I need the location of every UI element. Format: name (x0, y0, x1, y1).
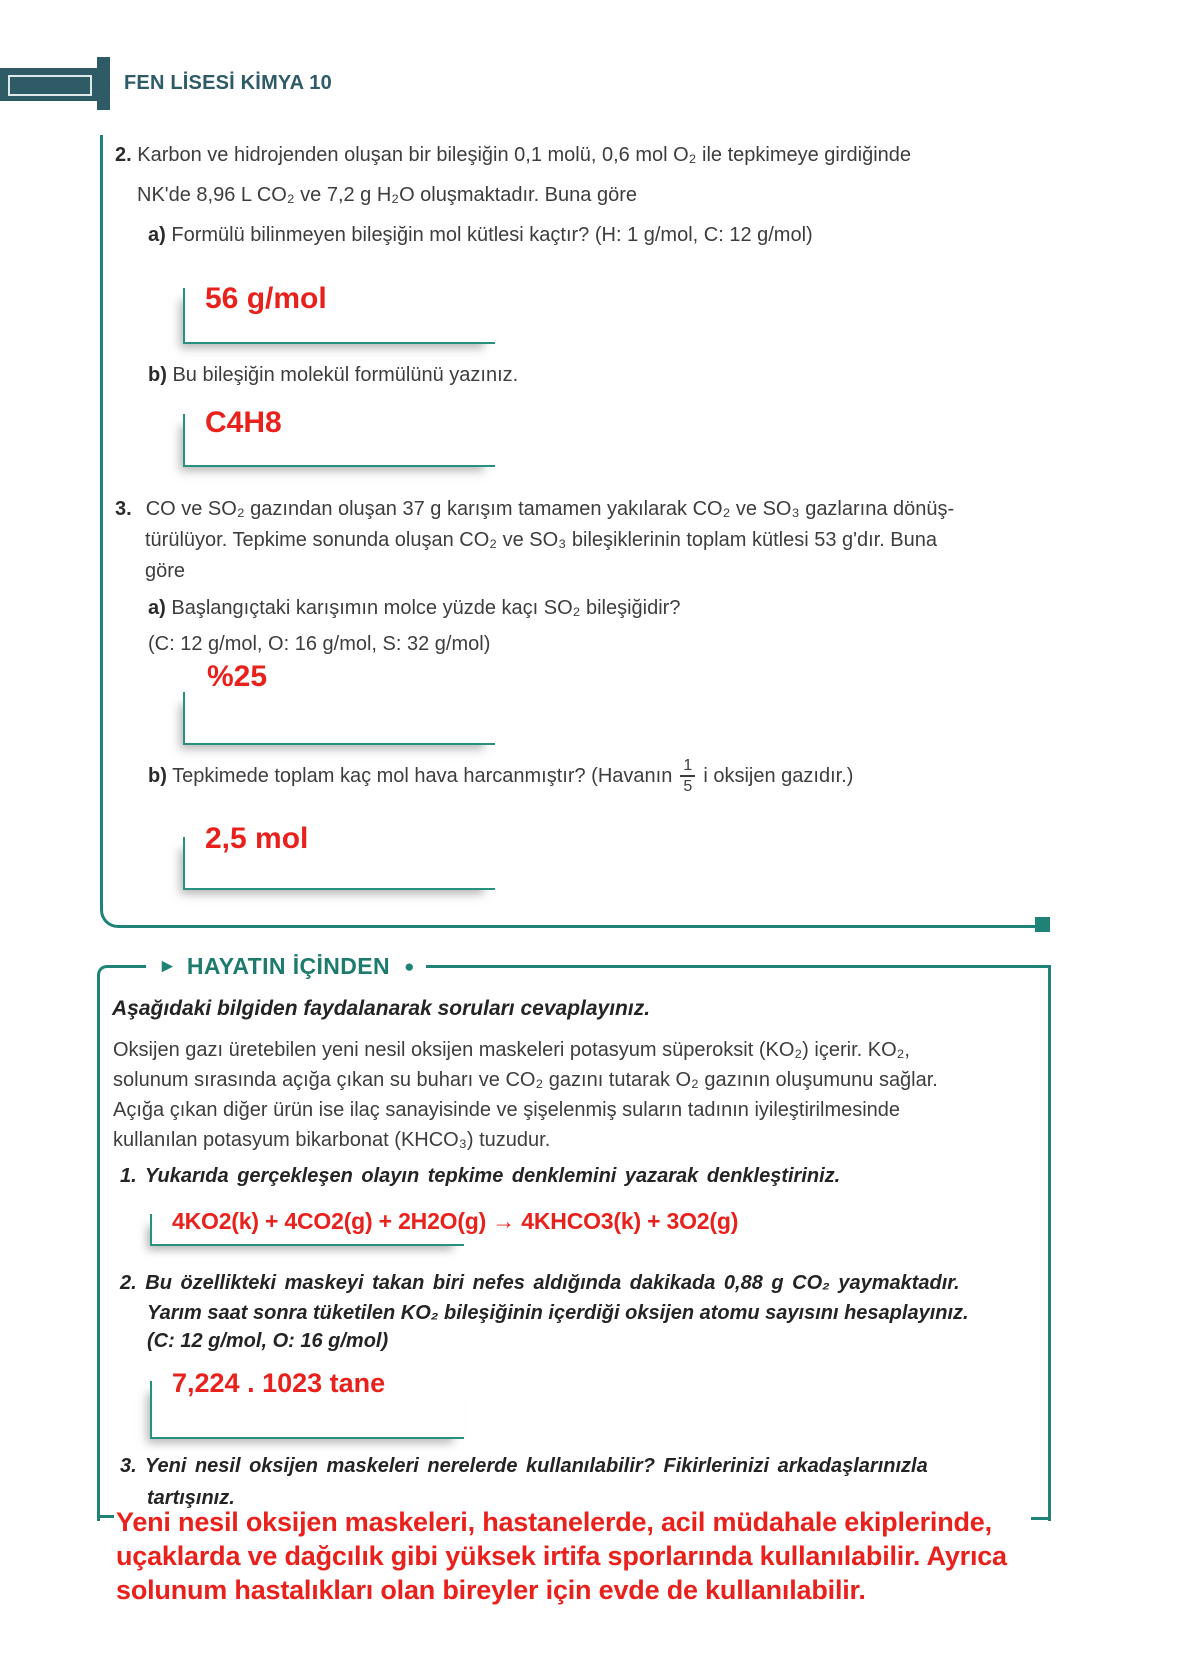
question-2a-label: a) (148, 224, 166, 246)
arrow-right-icon: ► (158, 955, 177, 977)
question-3a-note: (C: 12 g/mol, O: 16 g/mol, S: 32 g/mol) (148, 633, 491, 655)
answer-box-3a (183, 692, 495, 745)
answer-3b: 2,5 mol (205, 822, 309, 855)
answer-2b: C4H8 (205, 406, 282, 439)
hayatin-q3-line-1: 3. Yeni nesil oksijen maskeleri nerelerde kullanılabilir? Fikirlerinizi arkadaşlarınızla (120, 1455, 928, 1477)
hayatin-q3-line-2: tartışınız. (147, 1487, 235, 1509)
question-3b-text-after: i oksijen gazıdır.) (703, 765, 854, 787)
fraction-denominator: 5 (683, 778, 693, 795)
question-2b: b) Bu bileşiğin molekül formülünü yazınız. (148, 364, 519, 386)
hayatin-q1: 1. Yukarıda gerçekleşen olayın tepkime denklemini yazarak denkleştiriniz. (120, 1165, 841, 1187)
question-3b-label: b) (148, 765, 167, 787)
question-2b-label: b) (148, 364, 167, 386)
question-3-line-1: 3. CO ve SO₂ gazından oluşan 37 g karışım tamamen yakılarak CO₂ ve SO₃ gazlarına dönüş- (115, 498, 955, 520)
logo-vertical-bar (97, 57, 110, 110)
answer-box-3b (183, 837, 495, 890)
hayatin-answer-box-1 (150, 1214, 464, 1246)
question-3b-text: b) Tepkimede toplam kaç mol hava harcanmıştır? (Havanın (148, 765, 673, 787)
logo-inner-rect (8, 75, 92, 96)
answer-3a: %25 (207, 660, 268, 693)
hayatin-header (146, 948, 426, 984)
hayatin-title: HAYATIN İÇİNDEN (186, 952, 391, 979)
hayatin-box-foot-left (97, 1515, 114, 1518)
hayatin-paragraph-line-1: Oksijen gazı üretebilen yeni nesil oksijen maskeleri potasyum süperoksit (KO₂) içerir. KO₂, (113, 1039, 910, 1061)
hayatin-answer-3-line-3: solunum hastalıkları olan bireyler için evde de kullanılabilir. (116, 1575, 866, 1605)
hayatin-q2-line-1: 2. Bu özellikteki maskeyi takan biri nefes aldığında dakikada 0,88 g CO₂ yaymaktadır. (120, 1272, 960, 1294)
question-3a: a) Başlangıçtaki karışımın molce yüzde kaçı SO₂ bileşiğidir? (148, 597, 681, 619)
hayatin-answer-1: 4KO2(k) + 4CO2(g) + 2H2O(g) → 4KHCO3(k) + 3O2(g) (172, 1208, 739, 1234)
hayatin-answer-3-line-1: Yeni nesil oksijen maskeleri, hastanelerde, acil müdahale ekiplerinde, (116, 1507, 992, 1537)
question-2-line-1: 2. Karbon ve hidrojenden oluşan bir bileşiğin 0,1 molü, 0,6 mol O₂ ile tepkimeye girdiğinde (115, 144, 912, 166)
hayatin-intro: Aşağıdaki bilgiden faydalanarak soruları cevaplayınız. (112, 997, 651, 1020)
question-3b (148, 752, 853, 800)
hayatin-box-foot-right (1031, 1517, 1048, 1520)
hayatin-q2-line-2: Yarım saat sonra tüketilen KO₂ bileşiğinin içerdiği oksijen atomu sayısını hesaplayınız. (147, 1302, 969, 1324)
answer-2a: 56 g/mol (205, 282, 327, 315)
fraction-one-fifth (680, 757, 695, 795)
fraction-bar (680, 775, 695, 777)
question-2-number: 2. (115, 144, 132, 166)
page-corner-logo (0, 68, 100, 101)
hayatin-paragraph-line-3: Açığa çıkan diğer ürün ise ilaç sanayisinde ve şişelenmiş suların tadının iyileştirilmesinde (113, 1099, 901, 1121)
hayatin-answer-3-line-2: uçaklarda ve dağcılık gibi yüksek irtifa sporlarında kullanılabilir. Ayrıca (116, 1541, 1007, 1571)
section-end-square (1035, 917, 1050, 932)
fraction-numerator: 1 (683, 757, 693, 774)
question-2a: a) Formülü bilinmeyen bileşiğin mol kütlesi kaçtır? (H: 1 g/mol, C: 12 g/mol) (148, 224, 813, 246)
question-3-line-2: türülüyor. Tepkime sonunda oluşan CO₂ ve SO₃ bileşiklerinin toplam kütlesi 53 g'dır. Buna (145, 529, 938, 551)
hayatin-q2-line-3: (C: 12 g/mol, O: 16 g/mol) (147, 1330, 389, 1352)
dot-icon: ● (404, 956, 415, 976)
question-3a-label: a) (148, 597, 166, 619)
hayatin-paragraph-line-4: kullanılan potasyum bikarbonat (KHCO₃) tuzudur. (113, 1129, 551, 1151)
hayatin-paragraph-line-2: solunum sırasında açığa çıkan su buharı ve CO₂ gazını tutarak O₂ gazının oluşumunu sağlar. (113, 1069, 938, 1091)
hayatin-answer-2: 7,224 . 1023 tane (172, 1368, 386, 1398)
hayatin-answer-box-2 (150, 1381, 464, 1439)
question-2-line-2: NK'de 8,96 L CO₂ ve 7,2 g H₂O oluşmaktadır. Buna göre (137, 184, 637, 206)
book-title: FEN LİSESİ KİMYA 10 (124, 72, 332, 94)
question-3-line-3: göre (145, 560, 186, 582)
question-3-number: 3. (115, 498, 132, 520)
